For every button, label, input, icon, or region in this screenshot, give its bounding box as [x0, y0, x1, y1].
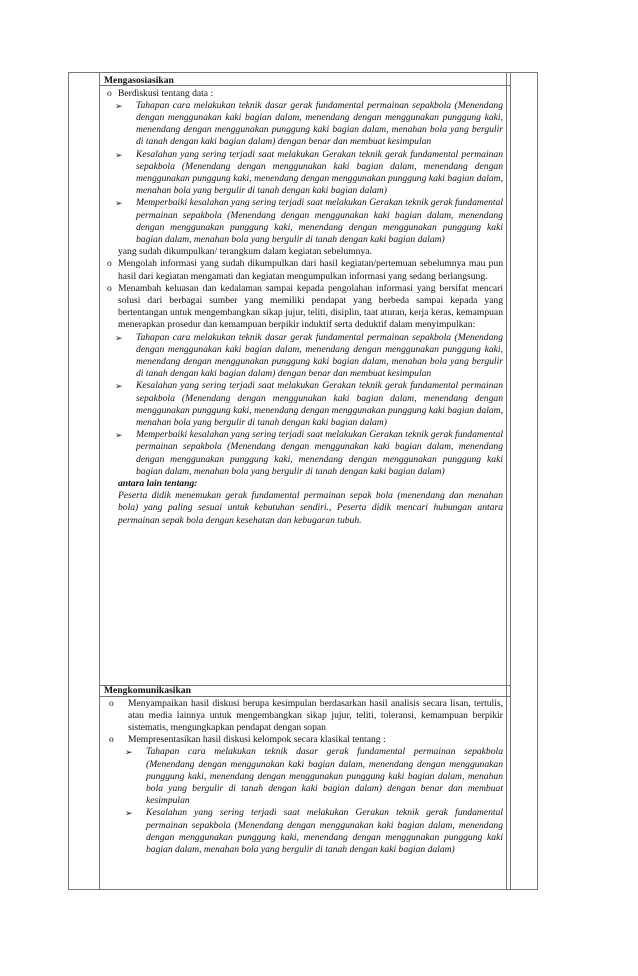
- table-divider-left: [99, 73, 100, 889]
- item-text: Kesalahan yang sering terjadi saat melakukan Gerakan teknik gerak fundamental permainan sepakbola (Menendang dengan menggunakan kaki bagian dalam, menendang dengan menggunakan punggung kaki, menendang dengan menggunakan punggung kaki bagian dalam, menahan bola yang bergulir di tanah dengan kaki bagian dalam): [146, 807, 503, 855]
- arrow-list-item: [115, 380, 503, 429]
- arrow-list-item: [115, 100, 503, 149]
- table-divider-right: [506, 73, 507, 889]
- section-heading: Mengasosiasikan: [104, 75, 174, 86]
- list-item: [107, 698, 503, 735]
- item-text: Mempresentasikan hasil diskusi kelompok secara klasikal tentang :: [128, 734, 386, 746]
- item-text: Menambah keluasan dan kedalaman sampai kepada pengolahan informasi yang bersifat mencari solusi dari berbagai sumber yang memiliki pendapat yang berbeda sampai kepada yang bertentangan untuk mengembangkan sikap jujur, teliti, disiplin, taat aturan, kerja keras, kemampuan menerapkan prosedur dan kemampuan berpikir induktif serta deduktif dalam menyimpulkan:: [118, 282, 503, 331]
- mengomunikasikan-section: [104, 685, 503, 856]
- arrow-list-item: [125, 807, 503, 856]
- list-item: [107, 88, 503, 100]
- item-text: Mengolah informasi yang sudah dikumpulkan dari hasil kegiatan/pertemuan sebelumnya mau pun hasil dari kegiatan mengamati dan kegiatan mengumpulkan informasi yang sedang berlangsung.: [118, 258, 503, 282]
- lesson-plan-table: [68, 72, 538, 890]
- arrow-list-item: [115, 429, 503, 478]
- circle-bullet-icon: o: [109, 697, 114, 709]
- arrow-list-item: [125, 746, 503, 807]
- item-text: Memperbaiki kesalahan yang sering terjadi saat melakukan Gerakan teknik gerak fundamental permainan sepakbola (Menendang dengan menggunakan kaki bagian dalam, menendang dengan menggunakan punggung kaki, menendang dengan menggunakan punggung kaki bagian dalam, menahan bola yang bergulir di tanah dengan kaki bagian dalam): [136, 429, 503, 477]
- mengasosiasikan-section: [104, 75, 503, 527]
- arrow-list-item: [115, 197, 503, 246]
- item-text: Tahapan cara melakukan teknik dasar gerak fundamental permainan sepakbola (Menendang dengan menggunakan kaki bagian dalam, menendang dengan menggunakan punggung kaki, menendang dengan menggunakan punggung kaki bagian dalam, menahan bola yang bergulir di tanah dengan kaki bagian dalam) dengan benar dan membuat kesimpulan: [136, 99, 503, 148]
- arrow-list-item: [115, 149, 503, 198]
- circle-bullet-icon: o: [107, 87, 112, 99]
- paragraph: yang sudah dikumpulkan/ terangkum dalam kegiatan sebelumnya.: [118, 246, 372, 258]
- table-divider-right-inner: [510, 73, 511, 889]
- paragraph: Peserta didik menemukan gerak fundamental permainan sepak bola (menendang dan menahan bola) yang paling sesuai untuk kebutuhan sendiri., Peserta didik mencari hubungan antara permainan sepak bola dengan kesehatan dan kebugaran tubuh.: [118, 490, 503, 526]
- list-item: [107, 258, 503, 282]
- item-text: Berdiskusi tentang data :: [118, 87, 214, 99]
- arrow-list-item: [115, 332, 503, 381]
- arrow-bullet-icon: ➢: [115, 100, 123, 111]
- arrow-bullet-icon: ➢: [115, 332, 123, 343]
- arrow-bullet-icon: ➢: [125, 747, 133, 758]
- arrow-bullet-icon: ➢: [125, 808, 133, 819]
- circle-bullet-icon: o: [107, 258, 112, 270]
- item-text: Kesalahan yang sering terjadi saat melakukan Gerakan teknik gerak fundamental permainan sepakbola (Menendang dengan menggunakan kaki bagian dalam, menendang dengan menggunakan punggung kaki, menendang dengan menggunakan punggung kaki bagian dalam, menahan bola yang bergulir di tanah dengan kaki bagian dalam): [136, 148, 503, 197]
- item-text: Kesalahan yang sering terjadi saat melakukan Gerakan teknik gerak fundamental permainan sepakbola (Menendang dengan menggunakan kaki bagian dalam, menendang dengan menggunakan punggung kaki, menendang dengan menggunakan punggung kaki bagian dalam, menahan bola yang bergulir di tanah dengan kaki bagian dalam): [136, 380, 503, 428]
- item-text: Memperbaiki kesalahan yang sering terjadi saat melakukan Gerakan teknik gerak fundamental permainan sepakbola (Menendang dengan menggunakan kaki bagian dalam, menendang dengan menggunakan punggung kaki, menendang dengan menggunakan punggung kaki bagian dalam, menahan bola yang bergulir di tanah dengan kaki bagian dalam): [136, 197, 503, 245]
- list-item: [107, 283, 503, 332]
- item-text: Menyampaikan hasil diskusi berupa kesimpulan berdasarkan hasil analisis secara lisan, tertulis, atau media lainnya untuk mengembangkan sikap jujur, teliti, toleransi, kemampuan berpikir sistematis, mengungkapkan pendapat dengan sopan: [128, 697, 503, 733]
- arrow-bullet-icon: ➢: [115, 430, 123, 441]
- item-text: Tahapan cara melakukan teknik dasar gerak fundamental permainan sepakbola (Menendang dengan menggunakan kaki bagian dalam, menendang dengan menggunakan punggung kaki, menendang dengan menggunakan punggung kaki bagian dalam, menahan bola yang bergulir di tanah dengan kaki bagian dalam) dengan benar dan membuat kesimpulan: [146, 746, 503, 807]
- section-heading: Mengkomunikasikan: [104, 685, 191, 696]
- circle-bullet-icon: o: [107, 282, 112, 294]
- arrow-bullet-icon: ➢: [115, 381, 123, 392]
- subheading: antara lain tentang:: [118, 478, 198, 489]
- arrow-bullet-icon: ➢: [115, 198, 123, 209]
- item-text: Tahapan cara melakukan teknik dasar gerak fundamental permainan sepakbola (Menendang dengan menggunakan kaki bagian dalam, menendang dengan menggunakan punggung kaki, menendang dengan menggunakan punggung kaki bagian dalam, menahan bola yang bergulir di tanah dengan kaki bagian dalam) dengan benar dan membuat kesimpulan: [136, 331, 503, 380]
- arrow-bullet-icon: ➢: [115, 149, 123, 160]
- list-item: [107, 734, 503, 746]
- circle-bullet-icon: o: [109, 734, 114, 746]
